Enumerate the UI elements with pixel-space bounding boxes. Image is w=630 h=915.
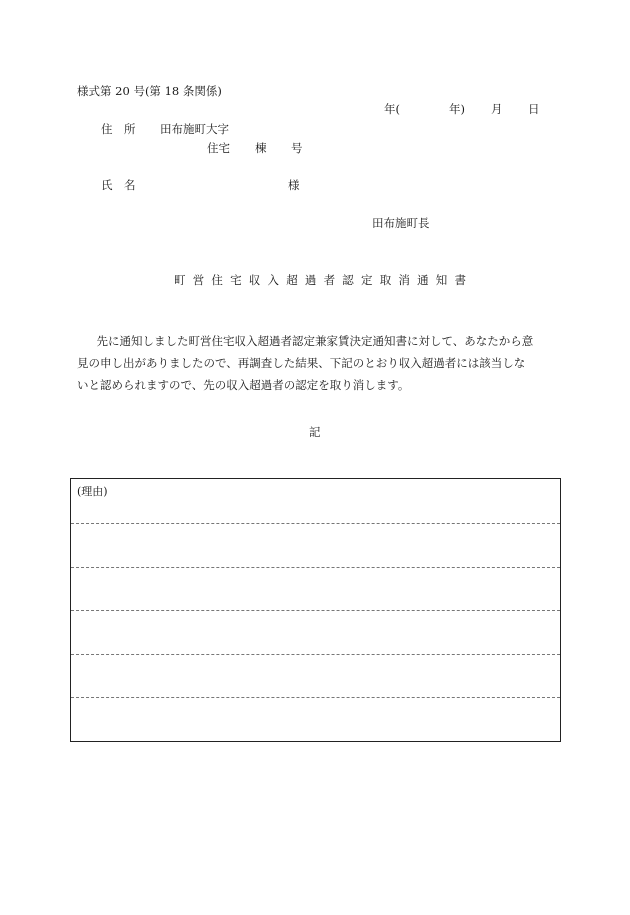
address-value: 田布施町大字 xyxy=(160,122,229,136)
reason-line-divider xyxy=(71,567,560,568)
address-label: 住 所 xyxy=(101,122,136,136)
issuer: 田布施町長 xyxy=(372,216,430,230)
era-year-label: 年) xyxy=(449,102,465,116)
day-label: 日 xyxy=(528,102,540,116)
body-line: 見の申し出がありましたので、再調査した結果、下記のとおり収入超過者には該当しな xyxy=(77,356,526,370)
reason-line-divider xyxy=(71,523,560,524)
ki-heading: 記 xyxy=(309,425,321,439)
reason-box xyxy=(70,478,561,742)
reason-label: (理由) xyxy=(77,485,108,498)
body-line: 先に通知しました町営住宅収入超過者認定兼家賃決定通知書に対して、あなたから意 xyxy=(85,334,534,348)
number-label: 号 xyxy=(291,141,303,155)
month-label: 月 xyxy=(491,102,503,116)
reason-line-divider xyxy=(71,697,560,698)
form-number: 様式第 20 号(第 18 条関係) xyxy=(77,84,222,98)
reason-line-divider xyxy=(71,654,560,655)
document-title: 町営住宅収入超過者認定取消通知書 xyxy=(174,273,474,287)
name-label: 氏 名 xyxy=(101,178,136,192)
building-label: 棟 xyxy=(255,141,267,155)
reason-line-divider xyxy=(71,610,560,611)
body-line: いと認められますので、先の収入超過者の認定を取り消します。 xyxy=(77,378,410,392)
notice-body xyxy=(77,330,562,396)
housing-label: 住宅 xyxy=(207,141,230,155)
honorific: 様 xyxy=(288,178,300,192)
year-label: 年( xyxy=(384,102,400,116)
